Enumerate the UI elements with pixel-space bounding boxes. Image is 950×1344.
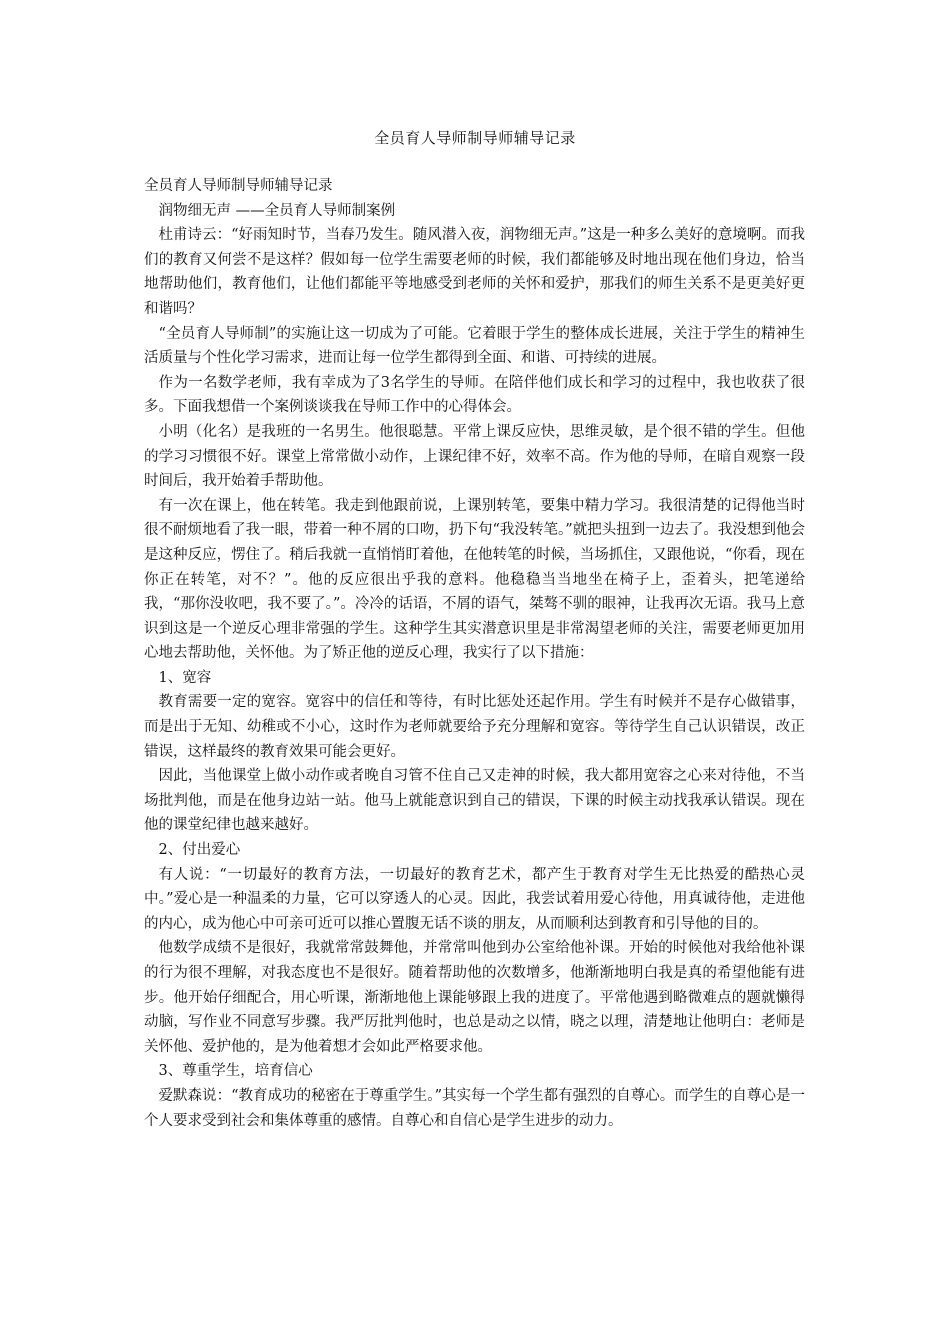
paragraph-subtitle: 润物细无声 ——全员育人导师制案例	[158, 202, 396, 219]
paragraph: 作为一名数学老师，我有幸成为了3名学生的导师。在陪伴他们成长和学习的过程中，我也收获了很多。下面我想借一个案例谈谈我在导师工作中的心得体会。	[144, 374, 805, 416]
document-title: 全员育人导师制导师辅导记录	[374, 129, 576, 147]
paragraph: 因此，当他课堂上做小动作或者晚自习管不住自己又走神的时候，我大都用宽容之心来对待他，不当场批判他，而是在他身边站一站。他马上就能意识到自己的错误，下课的时候主动找我承认错误。现在他的课堂纪律也越来越好。	[144, 768, 805, 834]
section-heading: 2、付出爱心	[158, 842, 241, 859]
section-heading: 3、尊重学生，培育信心	[158, 1063, 313, 1080]
paragraph: 小明（化名）是我班的一名男生。他很聪慧。平常上课反应快，思维灵敏，是个很不错的学生。但他的学习习惯很不好。课堂上常常做小动作，上课纪律不好，效率不高。作为他的导师，在暗自观察一段时间后，我开始着手帮助他。	[144, 423, 805, 490]
paragraph: “全员育人导师制”的实施让这一切成为了可能。它着眼于学生的整体成长进展，关注于学生的精神生活质量与个性化学习需求，进而让每一位学生都得到全面、和谐、可持续的进展。	[144, 325, 805, 367]
paragraph: 爱默森说：“教育成功的秘密在于尊重学生。”其实每一个学生都有强烈的自尊心。而学生的自尊心是一个人要求受到社会和集体尊重的感情。自尊心和自信心是学生进步的动力。	[144, 1087, 805, 1129]
section-heading: 1、宽容	[158, 669, 212, 686]
paragraph: 有一次在课上，他在转笔。我走到他跟前说，上课别转笔，要集中精力学习。我很清楚的记得他当时很不耐烦地看了我一眼，带着一种不屑的口吻，扔下句“我没转笔。”就把头扭到一边去了。我没想到他会是这种反应，愣住了。稍后我就一直悄悄盯着他，在他转笔的时候，当场抓住，又跟他说，“你看，现在你正在转笔，对不？”。他的反应很出乎我的意料。他稳稳当当地坐在椅子上，歪着头，把笔递给我，“那你没收吧，我不要了。”。冷冷的话语，不屑的语气，桀骜不驯的眼神，让我再次无语。我马上意识到这是一个逆反心理非常强的学生。这种学生其实潜意识里是非常渴望老师的关注，需要老师更加用心地去帮助他，关怀他。为了矫正他的逆反心理，我实行了以下措施：	[144, 497, 805, 662]
document-body	[144, 174, 805, 1133]
paragraph: 他数学成绩不是很好，我就常常鼓舞他，并常常叫他到办公室给他补课。开始的时候他对我给他补课的行为很不理解，对我态度也不是很好。随着帮助他的次数增多，他渐渐地明白我是真的希望他能有进步。他开始仔细配合，用心听课，渐渐地他上课能够跟上我的进度了。平常他遇到略微难点的题就懒得动脑，写作业不同意写步骤。我严厉批判他时，也总是动之以情，晓之以理，清楚地让他明白：老师是关怀他、爱护他的，是为他着想才会如此严格要求他。	[144, 940, 805, 1055]
paragraph: 有人说：“一切最好的教育方法，一切最好的教育艺术，都产生于教育对学生无比热爱的酷热心灵中。”爱心是一种温柔的力量，它可以穿透人的心灵。因此，我尝试着用爱心待他，用真诚待他，走进他的内心，成为他心中可亲可近可以推心置腹无话不谈的朋友，从而顺利达到教育和引导他的目的。	[144, 866, 805, 932]
paragraph: 教育需要一定的宽容。宽容中的信任和等待，有时比惩处还起作用。学生有时候并不是存心做错事，而是出于无知、幼稚或不小心，这时作为老师就要给予充分理解和宽容。等待学生自己认识错误，改正错误，这样最终的教育效果可能会更好。	[144, 694, 805, 760]
paragraph-heading: 全员育人导师制导师辅导记录	[144, 178, 333, 194]
paragraph: 杜甫诗云：“好雨知时节，当春乃发生。随风潜入夜，润物细无声。”这是一种多么美好的意境啊。而我们的教育又何尝不是这样？假如每一位学生需要老师的时候，我们都能够及时地出现在他们身边，恰当地帮助他们，教育他们，让他们都能平等地感受到老师的关怀和爱护，那我们的师生关系不是更美好更和谐吗？	[144, 227, 805, 317]
